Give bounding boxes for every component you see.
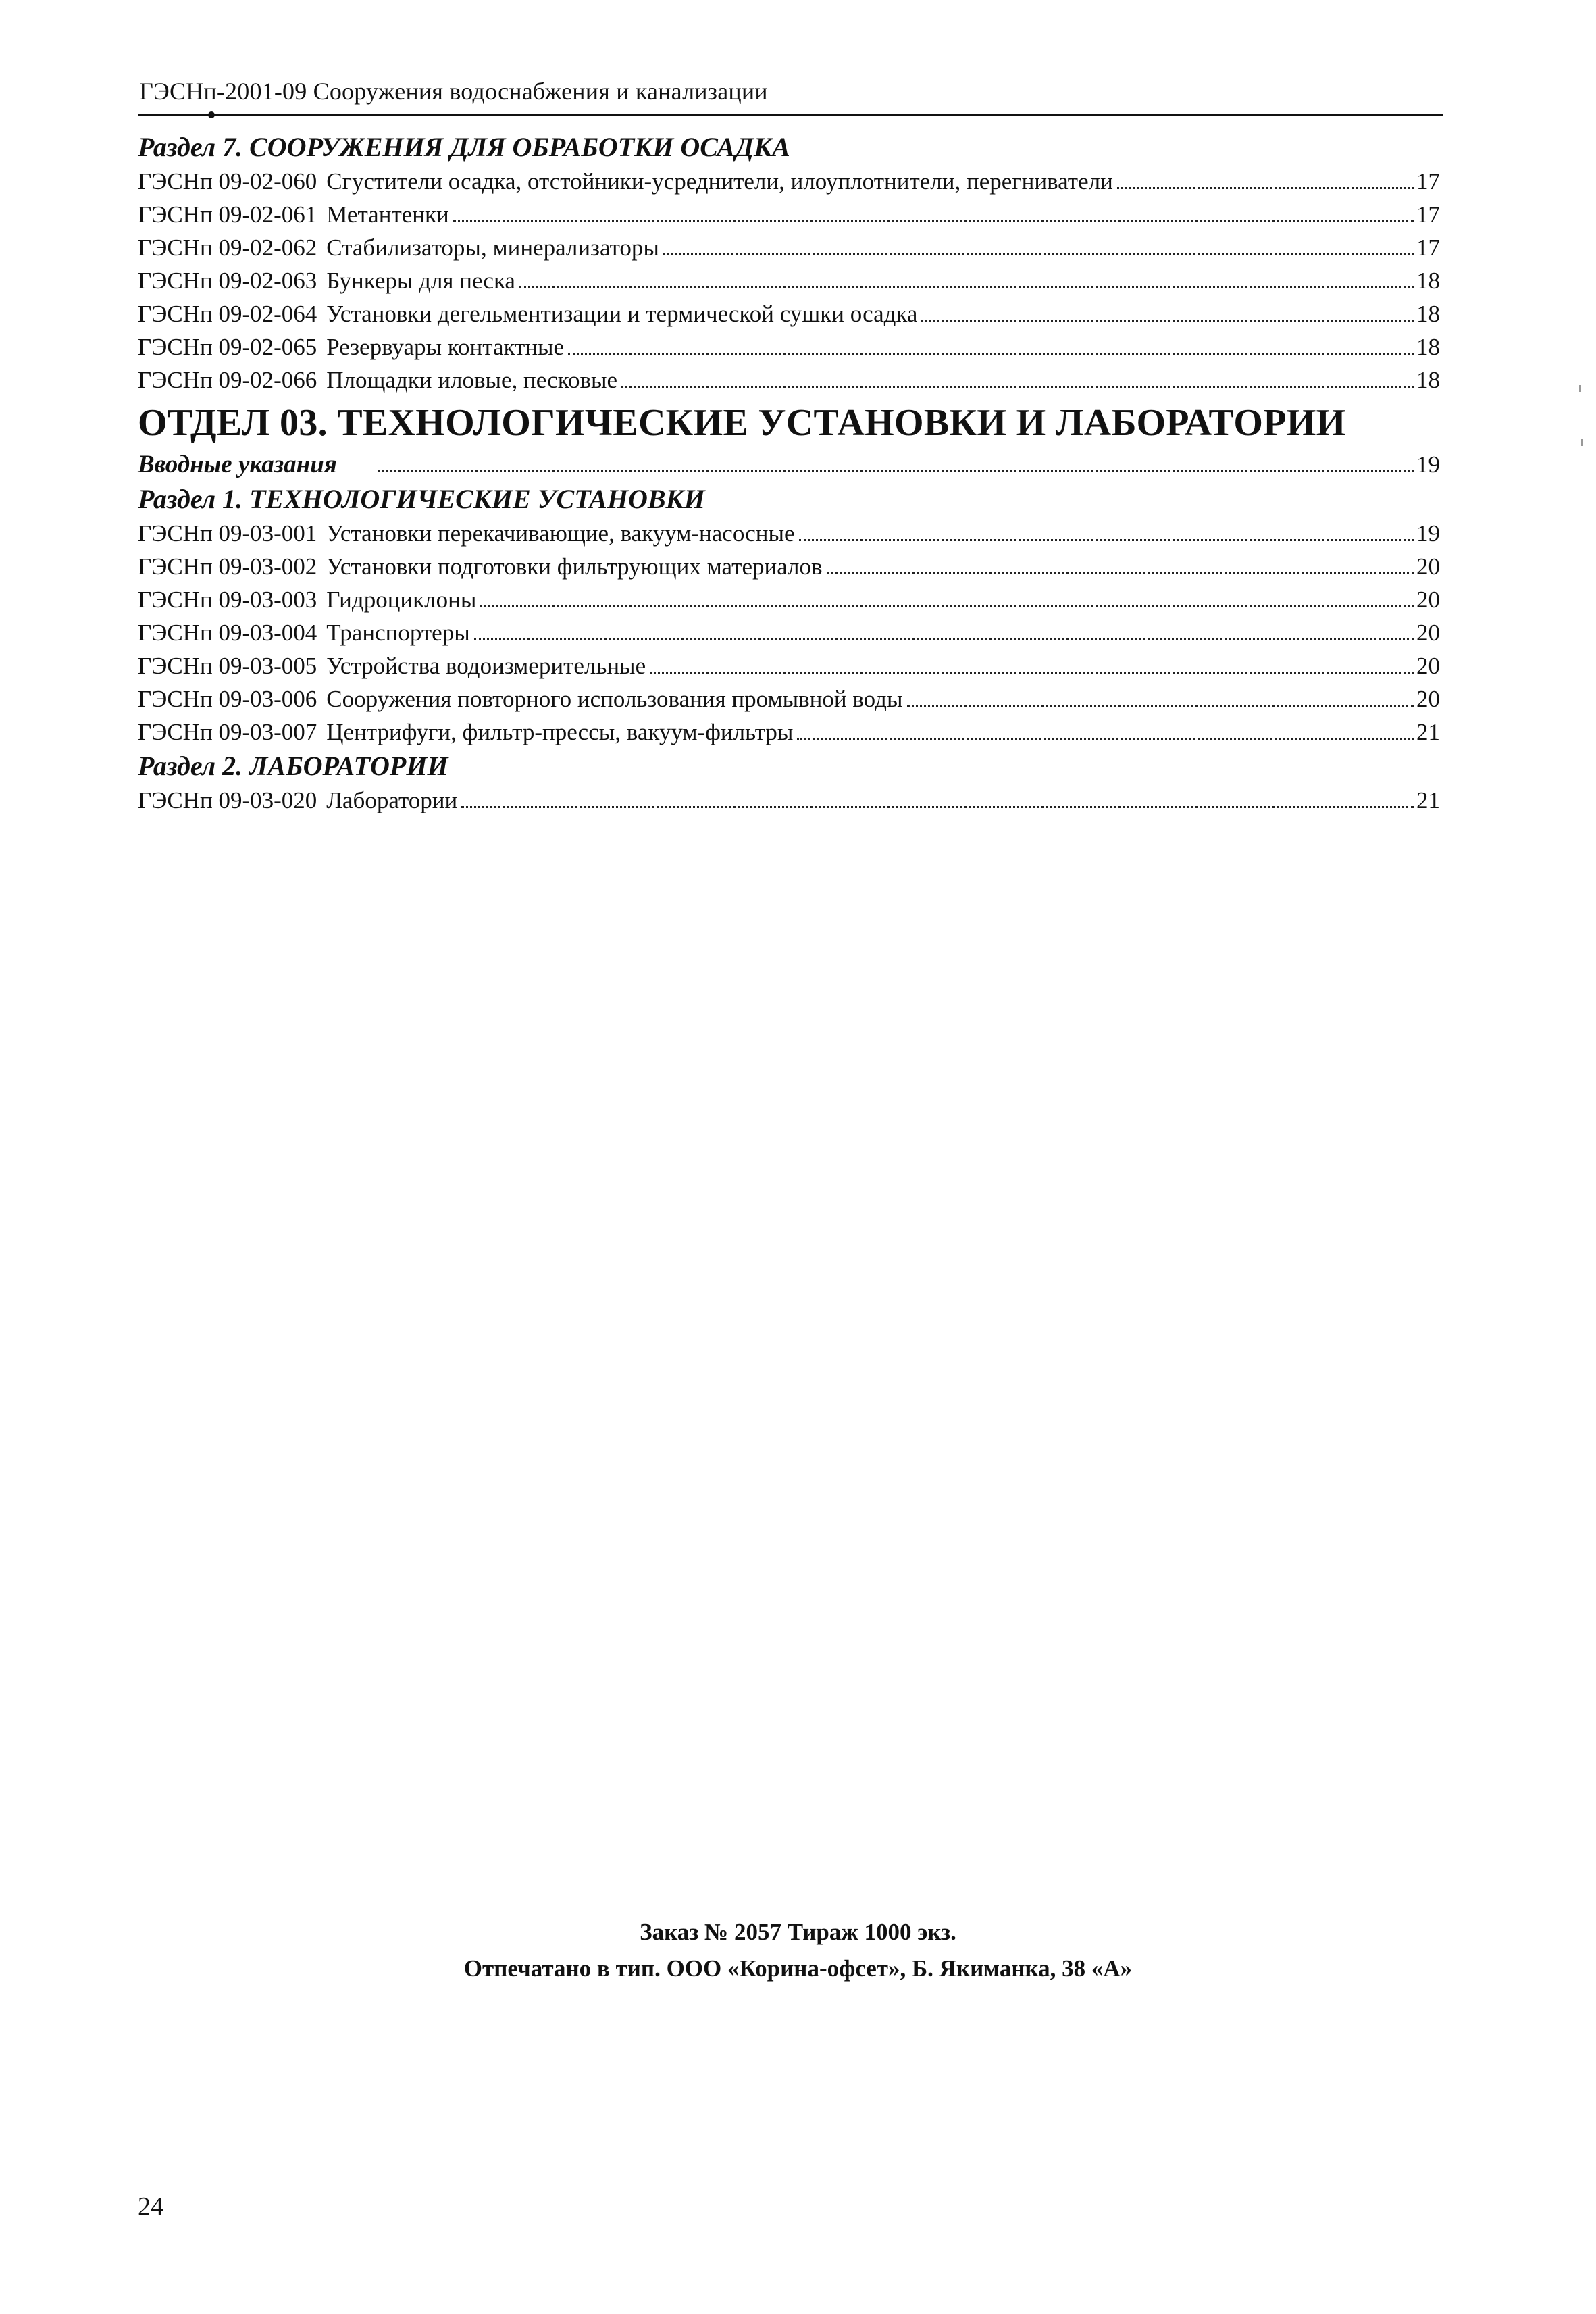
entry-code: ГЭСНп 09-02-060 <box>138 168 317 195</box>
entry-page: 18 <box>1416 301 1440 327</box>
entry-title: Сгустители осадка, отстойники-усреднители, илоуплотнители, перегниватели <box>326 168 1113 195</box>
dot-leader <box>650 671 1414 674</box>
toc-entry[interactable] <box>138 231 1440 264</box>
toc-entry[interactable] <box>138 715 1440 749</box>
entry-code: ГЭСНп 09-03-002 <box>138 553 317 580</box>
toc-entry[interactable] <box>138 165 1440 198</box>
dot-leader <box>907 704 1414 707</box>
toc-entry[interactable] <box>138 198 1440 231</box>
running-header <box>138 70 1443 116</box>
imprint-printer: Отпечатано в тип. ООО «Корина-офсет», Б. Якиманка, 38 «А» <box>463 1955 1133 1982</box>
entry-title: Установки дегельментизации и термической сушки осадка <box>326 301 918 327</box>
entry-title: Устройства водоизмерительные <box>326 653 646 679</box>
entry-page: 18 <box>1416 268 1440 294</box>
entry-code: ГЭСНп 09-03-007 <box>138 719 317 745</box>
dot-leader <box>799 538 1414 541</box>
dot-leader <box>663 253 1414 255</box>
dot-leader <box>378 470 1414 472</box>
entry-title: Площадки иловые, песковые <box>326 367 618 393</box>
toc-entry[interactable] <box>138 330 1440 363</box>
toc-entry-intro[interactable] <box>138 448 1440 482</box>
entry-code: ГЭСНп 09-02-065 <box>138 334 317 360</box>
entry-page: 20 <box>1416 686 1440 712</box>
entry-page: 17 <box>1416 168 1440 195</box>
toc-entry[interactable] <box>138 616 1440 649</box>
header-title: ГЭСНп-2001-09 Сооружения водоснабжения и канализации <box>139 78 768 105</box>
entry-code: ГЭСНп 09-03-020 <box>138 787 317 813</box>
scan-margin-mark <box>1581 439 1583 446</box>
toc-entry[interactable] <box>138 363 1440 397</box>
entry-code: ГЭСНп 09-02-062 <box>138 234 317 261</box>
entry-page: 18 <box>1416 367 1440 393</box>
toc-entry[interactable] <box>138 649 1440 682</box>
toc-entry[interactable] <box>138 297 1440 330</box>
entry-code: ГЭСНп 09-02-066 <box>138 367 317 393</box>
entry-page: 18 <box>1416 334 1440 360</box>
entry-page: 19 <box>1416 451 1440 478</box>
page-number: 24 <box>138 2192 163 2221</box>
entry-title: Бункеры для песка <box>326 268 515 294</box>
section-heading-1: Раздел 1. ТЕХНОЛОГИЧЕСКИЕ УСТАНОВКИ <box>138 484 705 514</box>
dot-leader <box>453 220 1414 222</box>
entry-code: ГЭСНп 09-03-006 <box>138 686 317 712</box>
entry-title: Резервуары контактные <box>326 334 565 360</box>
entry-title: Метантенки <box>326 201 449 228</box>
department-heading-03: ОТДЕЛ 03. ТЕХНОЛОГИЧЕСКИЕ УСТАНОВКИ И ЛАБОРАТОРИИ <box>138 402 1346 444</box>
toc-entry[interactable] <box>138 682 1440 715</box>
entry-title: Центрифуги, фильтр-прессы, вакуум-фильтры <box>326 719 794 745</box>
table-of-contents <box>138 130 1440 817</box>
dot-leader <box>921 319 1414 322</box>
entry-title: Гидроциклоны <box>326 586 477 613</box>
entry-page: 20 <box>1416 553 1440 580</box>
toc-entry[interactable] <box>138 784 1440 817</box>
entry-code: ГЭСНп 09-02-063 <box>138 268 317 294</box>
section-heading-2: Раздел 2. ЛАБОРАТОРИИ <box>138 751 448 781</box>
entry-title: Установки перекачивающие, вакуум-насосные <box>326 520 795 547</box>
dot-leader <box>1117 186 1414 189</box>
entry-title: Сооружения повторного использования промывной воды <box>326 686 903 712</box>
dot-leader <box>568 352 1414 355</box>
dot-leader <box>827 572 1414 574</box>
entry-page: 21 <box>1416 719 1440 745</box>
entry-title: Установки подготовки фильтрующих материалов <box>326 553 823 580</box>
dot-leader <box>461 805 1414 808</box>
entry-code: ГЭСНп 09-02-064 <box>138 301 317 327</box>
entry-page: 17 <box>1416 201 1440 228</box>
entry-title: Транспортеры <box>326 620 470 646</box>
entry-code: ГЭСНп 09-03-001 <box>138 520 317 547</box>
entry-code: ГЭСНп 09-03-003 <box>138 586 317 613</box>
entry-code: ГЭСНп 09-02-061 <box>138 201 317 228</box>
toc-entry[interactable] <box>138 550 1440 583</box>
imprint-order: Заказ № 2057 Тираж 1000 экз. <box>640 1919 956 1945</box>
dot-leader <box>519 286 1414 288</box>
scan-margin-mark <box>1579 385 1581 392</box>
intro-title: Вводные указания <box>138 451 337 478</box>
toc-entry[interactable] <box>138 583 1440 616</box>
entry-title: Лаборатории <box>326 787 458 813</box>
entry-title: Стабилизаторы, минерализаторы <box>326 234 659 261</box>
entry-code: ГЭСНп 09-03-004 <box>138 620 317 646</box>
entry-page: 20 <box>1416 620 1440 646</box>
dot-leader <box>474 638 1414 640</box>
entry-code: ГЭСНп 09-03-005 <box>138 653 317 679</box>
dot-leader <box>797 737 1414 740</box>
entry-page: 19 <box>1416 520 1440 547</box>
entry-page: 20 <box>1416 653 1440 679</box>
dot-leader <box>621 385 1414 388</box>
toc-entry[interactable] <box>138 517 1440 550</box>
entry-page: 21 <box>1416 787 1440 813</box>
entry-page: 17 <box>1416 234 1440 261</box>
entry-page: 20 <box>1416 586 1440 613</box>
dot-leader <box>480 605 1414 607</box>
section-heading-7: Раздел 7. СООРУЖЕНИЯ ДЛЯ ОБРАБОТКИ ОСАДКА <box>138 132 790 162</box>
header-rule-dot <box>208 111 215 118</box>
toc-entry[interactable] <box>138 264 1440 297</box>
